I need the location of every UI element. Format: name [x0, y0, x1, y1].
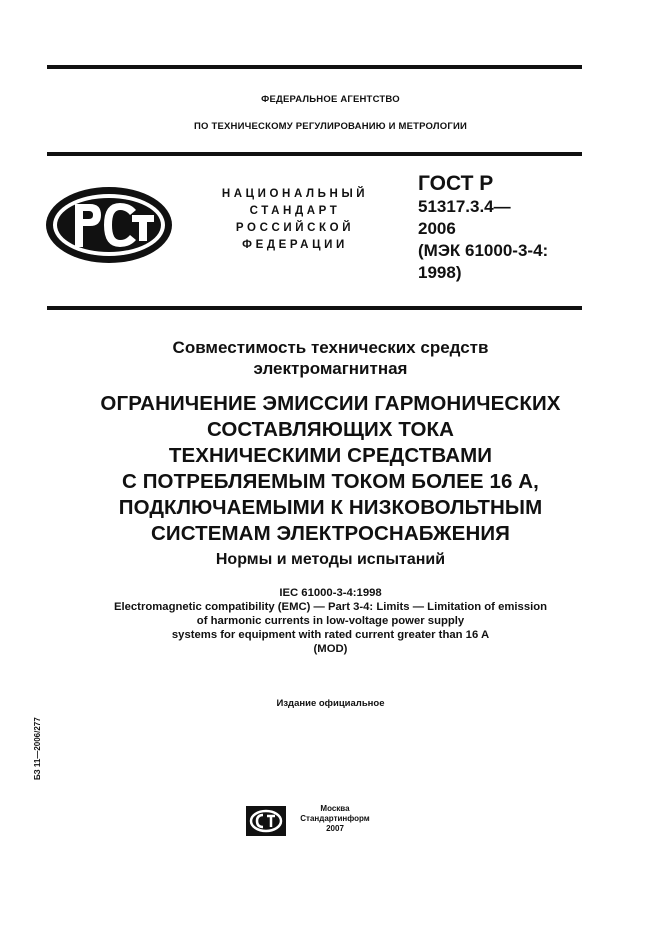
designation-line: 1998) [418, 263, 462, 282]
iec-line: Electromagnetic compatibility (EMC) — Part 3-4: Limits — Limitation of emission [113, 601, 548, 613]
iec-line: of harmonic currents in low-voltage power supply [196, 615, 465, 627]
title-line: СОСТАВЛЯЮЩИХ ТОКА [206, 418, 455, 441]
rst-gost-logo-icon [44, 185, 174, 265]
national-standard-line: НАЦИОНАЛЬНЫЙ [221, 188, 369, 200]
title-line: ПОДКЛЮЧАЕМЫМИ К НИЗКОВОЛЬТНЫМ [118, 496, 543, 519]
standartinform-logo-icon [246, 806, 286, 836]
publisher-year: 2007 [326, 824, 344, 833]
document-subtitle [0, 337, 661, 379]
title-line: СИСТЕМАМ ЭЛЕКТРОСНАБЖЕНИЯ [150, 522, 511, 545]
top-rule [47, 65, 582, 69]
national-standard-line: СТАНДАРТ [249, 205, 341, 217]
edition-label: Издание официальное [276, 698, 385, 709]
title-line: ТЕХНИЧЕСКИМИ СРЕДСТВАМИ [168, 444, 493, 467]
middle-rule [47, 306, 582, 310]
national-standard-label [196, 186, 394, 254]
title-line: С ПОТРЕБЛЯЕМЫМ ТОКОМ БОЛЕЕ 16 А, [122, 470, 539, 493]
iec-line: systems for equipment with rated current greater than 16 A [171, 629, 490, 641]
national-standard-line: РОССИЙСКОЙ [235, 222, 355, 234]
designation-line: 2006 [418, 219, 456, 238]
document-title [0, 391, 661, 547]
iec-line: (MOD) [313, 643, 348, 655]
publisher-city: Москва [320, 804, 350, 813]
publisher-block [290, 804, 380, 834]
subtitle-line: электромагнитная [253, 359, 408, 378]
subtitle-line: Совместимость технических средств [172, 338, 489, 357]
header-rule [47, 152, 582, 156]
iec-line: IEC 61000-3-4:1998 [279, 587, 382, 599]
agency-line-1: ФЕДЕРАЛЬНОЕ АГЕНТСТВО [261, 94, 400, 105]
publisher-name: Стандартинформ [300, 814, 370, 823]
standard-designation [418, 172, 588, 284]
designation-line: ГОСТ Р [418, 172, 494, 195]
agency-line-2: ПО ТЕХНИЧЕСКОМУ РЕГУЛИРОВАНИЮ И МЕТРОЛОГИИ [194, 121, 467, 132]
national-standard-line: ФЕДЕРАЦИИ [242, 239, 348, 251]
norms-heading: Нормы и методы испытаний [215, 551, 446, 568]
title-line: ОГРАНИЧЕНИЕ ЭМИССИИ ГАРМОНИЧЕСКИХ [100, 392, 561, 415]
iec-reference [0, 586, 661, 656]
designation-line: (МЭК 61000-3-4: [418, 241, 549, 260]
designation-line: 51317.3.4— [418, 197, 511, 216]
side-registration-code: БЗ 11—2006/277 [33, 717, 42, 780]
